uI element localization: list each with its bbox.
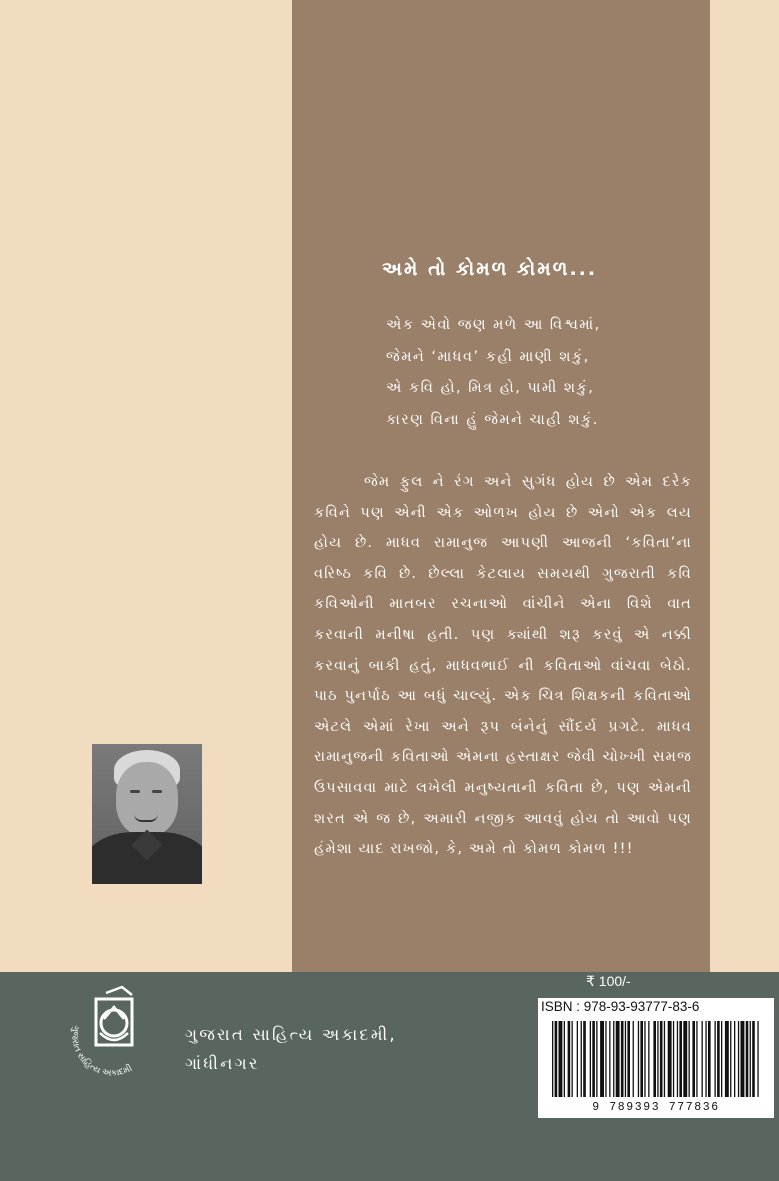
- publisher-line-2: ગાંધીનગર: [185, 1054, 260, 1073]
- publisher-name: [185, 1020, 397, 1078]
- right-cream-strip: [710, 0, 779, 972]
- isbn-label: ISBN : 978-93-93777-83-6: [538, 998, 774, 1015]
- author-portrait: [92, 744, 202, 884]
- footer-band: [0, 972, 779, 1181]
- poem-block: [386, 310, 706, 436]
- poem-line: જેમને ‘માધવ’ કહી માણી શકું,: [386, 348, 590, 365]
- price-label: ₹ 100/-: [586, 973, 631, 989]
- academy-logo: [60, 985, 164, 1085]
- poem-line: કારણ વિના હું જેમને ચાહી શકું.: [386, 411, 599, 428]
- book-title: અમે તો કોમળ કોમળ...: [382, 258, 598, 280]
- blurb-paragraph: જેમ ફુલ ને રંગ અને સુગંધ હોય છે એમ દરેક કવિને પણ એની એક ઓળખ હોય છે એનો એક લય હોય છે. માધવ રામાનુજ આપણી આજની ‘કવિતા’ના વરિષ્ઠ કવિ છે. છેલ્લા કેટલાય સમયથી ગુજરાતી કવિ કવિઓની માતબર રચનાઓ વાંચીને એના વિશે વાત કરવાની મનીષા હતી. પણ ક્યાંથી શરૂ કરવું એ નક્કી કરવાનું બાકી હતું, માધવભાઈ ની કવિતાઓ વાંચવા બેઠો. પાઠ પુનર્પાઠ આ બધું ચાલ્યું. એક ચિત્ર શિક્ષકની કવિતાઓ એટલે એમાં રેખા અને રૂપ બંનેનું સૌંદર્ય પ્રગટે. માધવ રામાનુજની કવિતાઓ એમના હસ્તાક્ષર જેવી ચોખ્ખી સમજ ઉપસાવવા માટે લખેલી મનુષ્યતાની કવિતા છે, પણ એમની શરત એ જ છે, અમારી નજીક આવવું હોય તો આવો પણ હંમેશા યાદ રાખજો, કે, અમે તો કોમળ કોમળ !!!: [314, 474, 692, 858]
- poem-line: એ કવિ હો, મિત્ર હો, પામી શકું,: [386, 380, 595, 396]
- barcode-digits: 9 789393 777836: [592, 1101, 720, 1114]
- logo-ring-text: ગુજરાત સાહિત્ય અકાદમી: [69, 1024, 134, 1079]
- text-panel: [292, 0, 710, 972]
- poem-line: એક એવો જણ મળે આ વિશ્વમાં,: [386, 317, 601, 333]
- publisher-line-1: ગુજરાત સાહિત્ય અકાદમી,: [185, 1025, 397, 1044]
- isbn-barcode: [538, 1015, 774, 1118]
